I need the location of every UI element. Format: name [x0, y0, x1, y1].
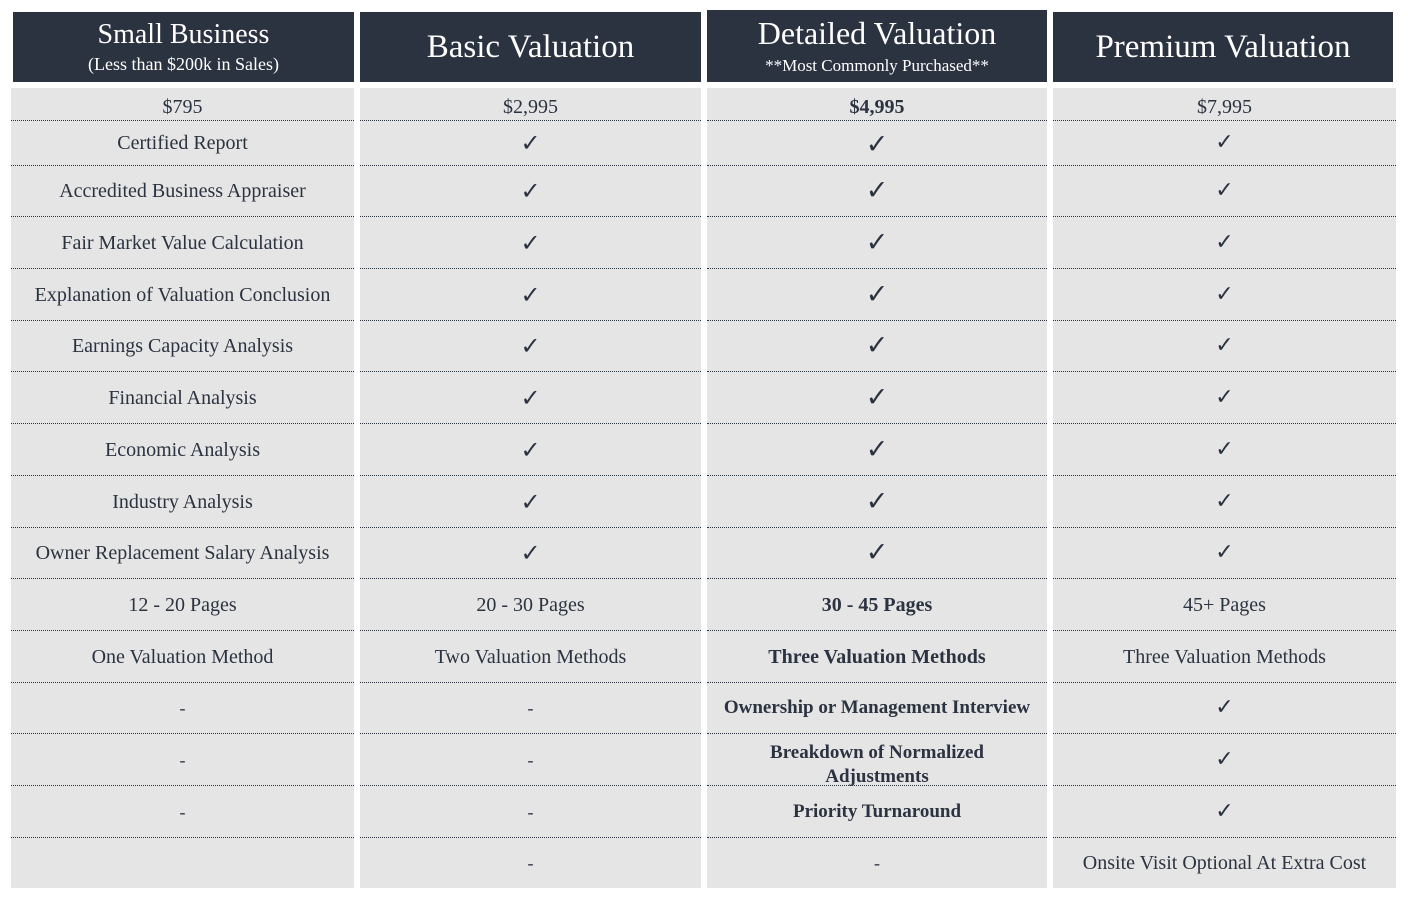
pages-basic: 20 - 30 Pages: [476, 593, 585, 616]
row-divider: [707, 268, 1047, 269]
row-divider: [360, 630, 701, 631]
row-divider: [1053, 320, 1396, 321]
row-divider: [1053, 120, 1396, 121]
extra-priority-turnaround: Priority Turnaround: [792, 800, 962, 822]
check-icon: ✓: [1215, 130, 1234, 155]
methods-detailed: Three Valuation Methods: [768, 645, 986, 668]
check-icon: ✓: [865, 381, 889, 413]
row-divider: [360, 837, 701, 838]
row-divider: [11, 165, 354, 166]
row-divider: [1053, 216, 1396, 217]
dash-cell: -: [527, 698, 534, 718]
price-detailed: $4,995: [849, 96, 905, 118]
check-icon: ✓: [520, 487, 541, 516]
check-icon: ✓: [865, 175, 889, 206]
row-divider: [360, 527, 701, 528]
row-divider: [11, 320, 354, 321]
feature-label: Economic Analysis: [105, 438, 260, 461]
row-divider: [1053, 475, 1396, 476]
row-divider: [707, 733, 1047, 734]
feature-label: Industry Analysis: [112, 490, 253, 513]
feature-label: Accredited Business Appraiser: [59, 180, 306, 202]
check-icon: ✓: [1215, 798, 1234, 824]
row-divider: [360, 785, 701, 786]
row-divider: [707, 165, 1047, 166]
row-divider: [360, 320, 701, 321]
row-divider: [360, 423, 701, 424]
row-divider: [360, 475, 701, 476]
header-title: Detailed Valuation: [757, 15, 997, 51]
row-divider: [707, 371, 1047, 372]
row-divider: [11, 682, 354, 683]
check-icon: ✓: [1215, 333, 1234, 358]
row-divider: [707, 785, 1047, 786]
check-icon: ✓: [520, 228, 541, 257]
check-icon: ✓: [1215, 178, 1234, 203]
check-icon: ✓: [1215, 384, 1234, 410]
header-subtitle: (Less than $200k in Sales): [88, 53, 279, 74]
row-divider: [360, 216, 701, 217]
row-divider: [360, 120, 701, 121]
dash-cell: -: [179, 801, 186, 822]
row-divider: [11, 216, 354, 217]
feature-label: Owner Replacement Salary Analysis: [35, 542, 330, 564]
check-icon: ✓: [865, 226, 889, 258]
row-divider: [707, 682, 1047, 683]
pages-small-business: 12 - 20 Pages: [128, 593, 237, 616]
row-divider: [360, 733, 701, 734]
row-divider: [1053, 733, 1396, 734]
row-divider: [11, 630, 354, 631]
check-icon: ✓: [520, 539, 541, 567]
check-icon: ✓: [1215, 229, 1234, 255]
row-divider: [707, 630, 1047, 631]
row-divider: [707, 320, 1047, 321]
dash-cell: -: [179, 749, 186, 770]
row-divider: [11, 423, 354, 424]
header-basic-valuation: [360, 12, 701, 82]
check-icon: ✓: [520, 280, 541, 309]
price-small-business: $795: [162, 96, 203, 118]
row-divider: [360, 682, 701, 683]
row-divider: [1053, 682, 1396, 683]
header-small-business: [13, 12, 354, 82]
feature-label: Financial Analysis: [108, 386, 257, 409]
check-icon: ✓: [865, 129, 889, 160]
header-premium-valuation: [1053, 12, 1393, 82]
row-divider: [707, 475, 1047, 476]
row-divider: [11, 268, 354, 269]
check-icon: ✓: [1215, 695, 1234, 720]
check-icon: ✓: [1215, 746, 1234, 772]
header-title: Small Business: [97, 18, 270, 50]
row-divider: [1053, 423, 1396, 424]
header-title: Premium Valuation: [1095, 29, 1351, 65]
row-divider: [11, 527, 354, 528]
row-divider: [707, 216, 1047, 217]
row-divider: [360, 371, 701, 372]
check-icon: ✓: [865, 330, 889, 361]
row-divider: [11, 785, 354, 786]
check-icon: ✓: [1215, 488, 1234, 514]
check-icon: ✓: [865, 278, 889, 310]
row-divider: [1053, 371, 1396, 372]
check-icon: ✓: [520, 129, 541, 157]
price-premium: $7,995: [1197, 96, 1252, 118]
row-divider: [707, 578, 1047, 579]
row-divider: [11, 578, 354, 579]
pages-premium: 45+ Pages: [1183, 593, 1266, 616]
row-divider: [11, 733, 354, 734]
row-divider: [360, 268, 701, 269]
methods-basic: Two Valuation Methods: [434, 645, 627, 668]
extra-interview: Ownership or Management Interview: [723, 697, 1031, 718]
check-icon: ✓: [865, 537, 889, 568]
dash-cell: -: [527, 801, 534, 822]
price-basic: $2,995: [503, 96, 558, 118]
feature-label: Earnings Capacity Analysis: [71, 335, 294, 357]
check-icon: ✓: [520, 177, 541, 205]
row-divider: [1053, 578, 1396, 579]
dash-cell: -: [527, 853, 534, 873]
check-icon: ✓: [520, 383, 541, 412]
row-divider: [11, 371, 354, 372]
header-detailed-valuation: [707, 10, 1047, 82]
row-divider: [1053, 527, 1396, 528]
row-divider: [11, 475, 354, 476]
check-icon: ✓: [520, 435, 541, 464]
row-divider: [707, 423, 1047, 424]
header-title: Basic Valuation: [426, 29, 635, 65]
feature-label: Fair Market Value Calculation: [61, 231, 304, 254]
row-divider: [360, 165, 701, 166]
methods-premium: Three Valuation Methods: [1123, 645, 1326, 668]
row-divider: [1053, 785, 1396, 786]
row-divider: [707, 527, 1047, 528]
check-icon: ✓: [865, 433, 889, 465]
row-divider: [1053, 165, 1396, 166]
feature-label: Certified Report: [117, 132, 248, 154]
row-divider: [707, 120, 1047, 121]
methods-small-business: One Valuation Method: [91, 645, 274, 668]
row-divider: [11, 837, 354, 838]
dash-cell: -: [527, 749, 534, 770]
onsite-visit: Onsite Visit Optional At Extra Cost: [1082, 852, 1367, 874]
dash-cell: -: [874, 853, 880, 873]
header-subtitle: **Most Commonly Purchased**: [765, 56, 989, 75]
row-divider: [707, 837, 1047, 838]
row-divider: [1053, 268, 1396, 269]
check-icon: ✓: [1215, 540, 1234, 565]
dash-cell: -: [179, 698, 186, 718]
row-divider: [1053, 630, 1396, 631]
check-icon: ✓: [1215, 281, 1234, 307]
row-divider: [360, 578, 701, 579]
check-icon: ✓: [520, 332, 541, 360]
check-icon: ✓: [865, 485, 889, 517]
feature-label: Explanation of Valuation Conclusion: [34, 283, 331, 306]
row-divider: [11, 120, 354, 121]
pages-detailed: 30 - 45 Pages: [821, 593, 933, 616]
extra-normalized-adjustments: Breakdown of Normalized Adjustments: [770, 742, 984, 787]
check-icon: ✓: [1215, 436, 1234, 462]
row-divider: [1053, 837, 1396, 838]
